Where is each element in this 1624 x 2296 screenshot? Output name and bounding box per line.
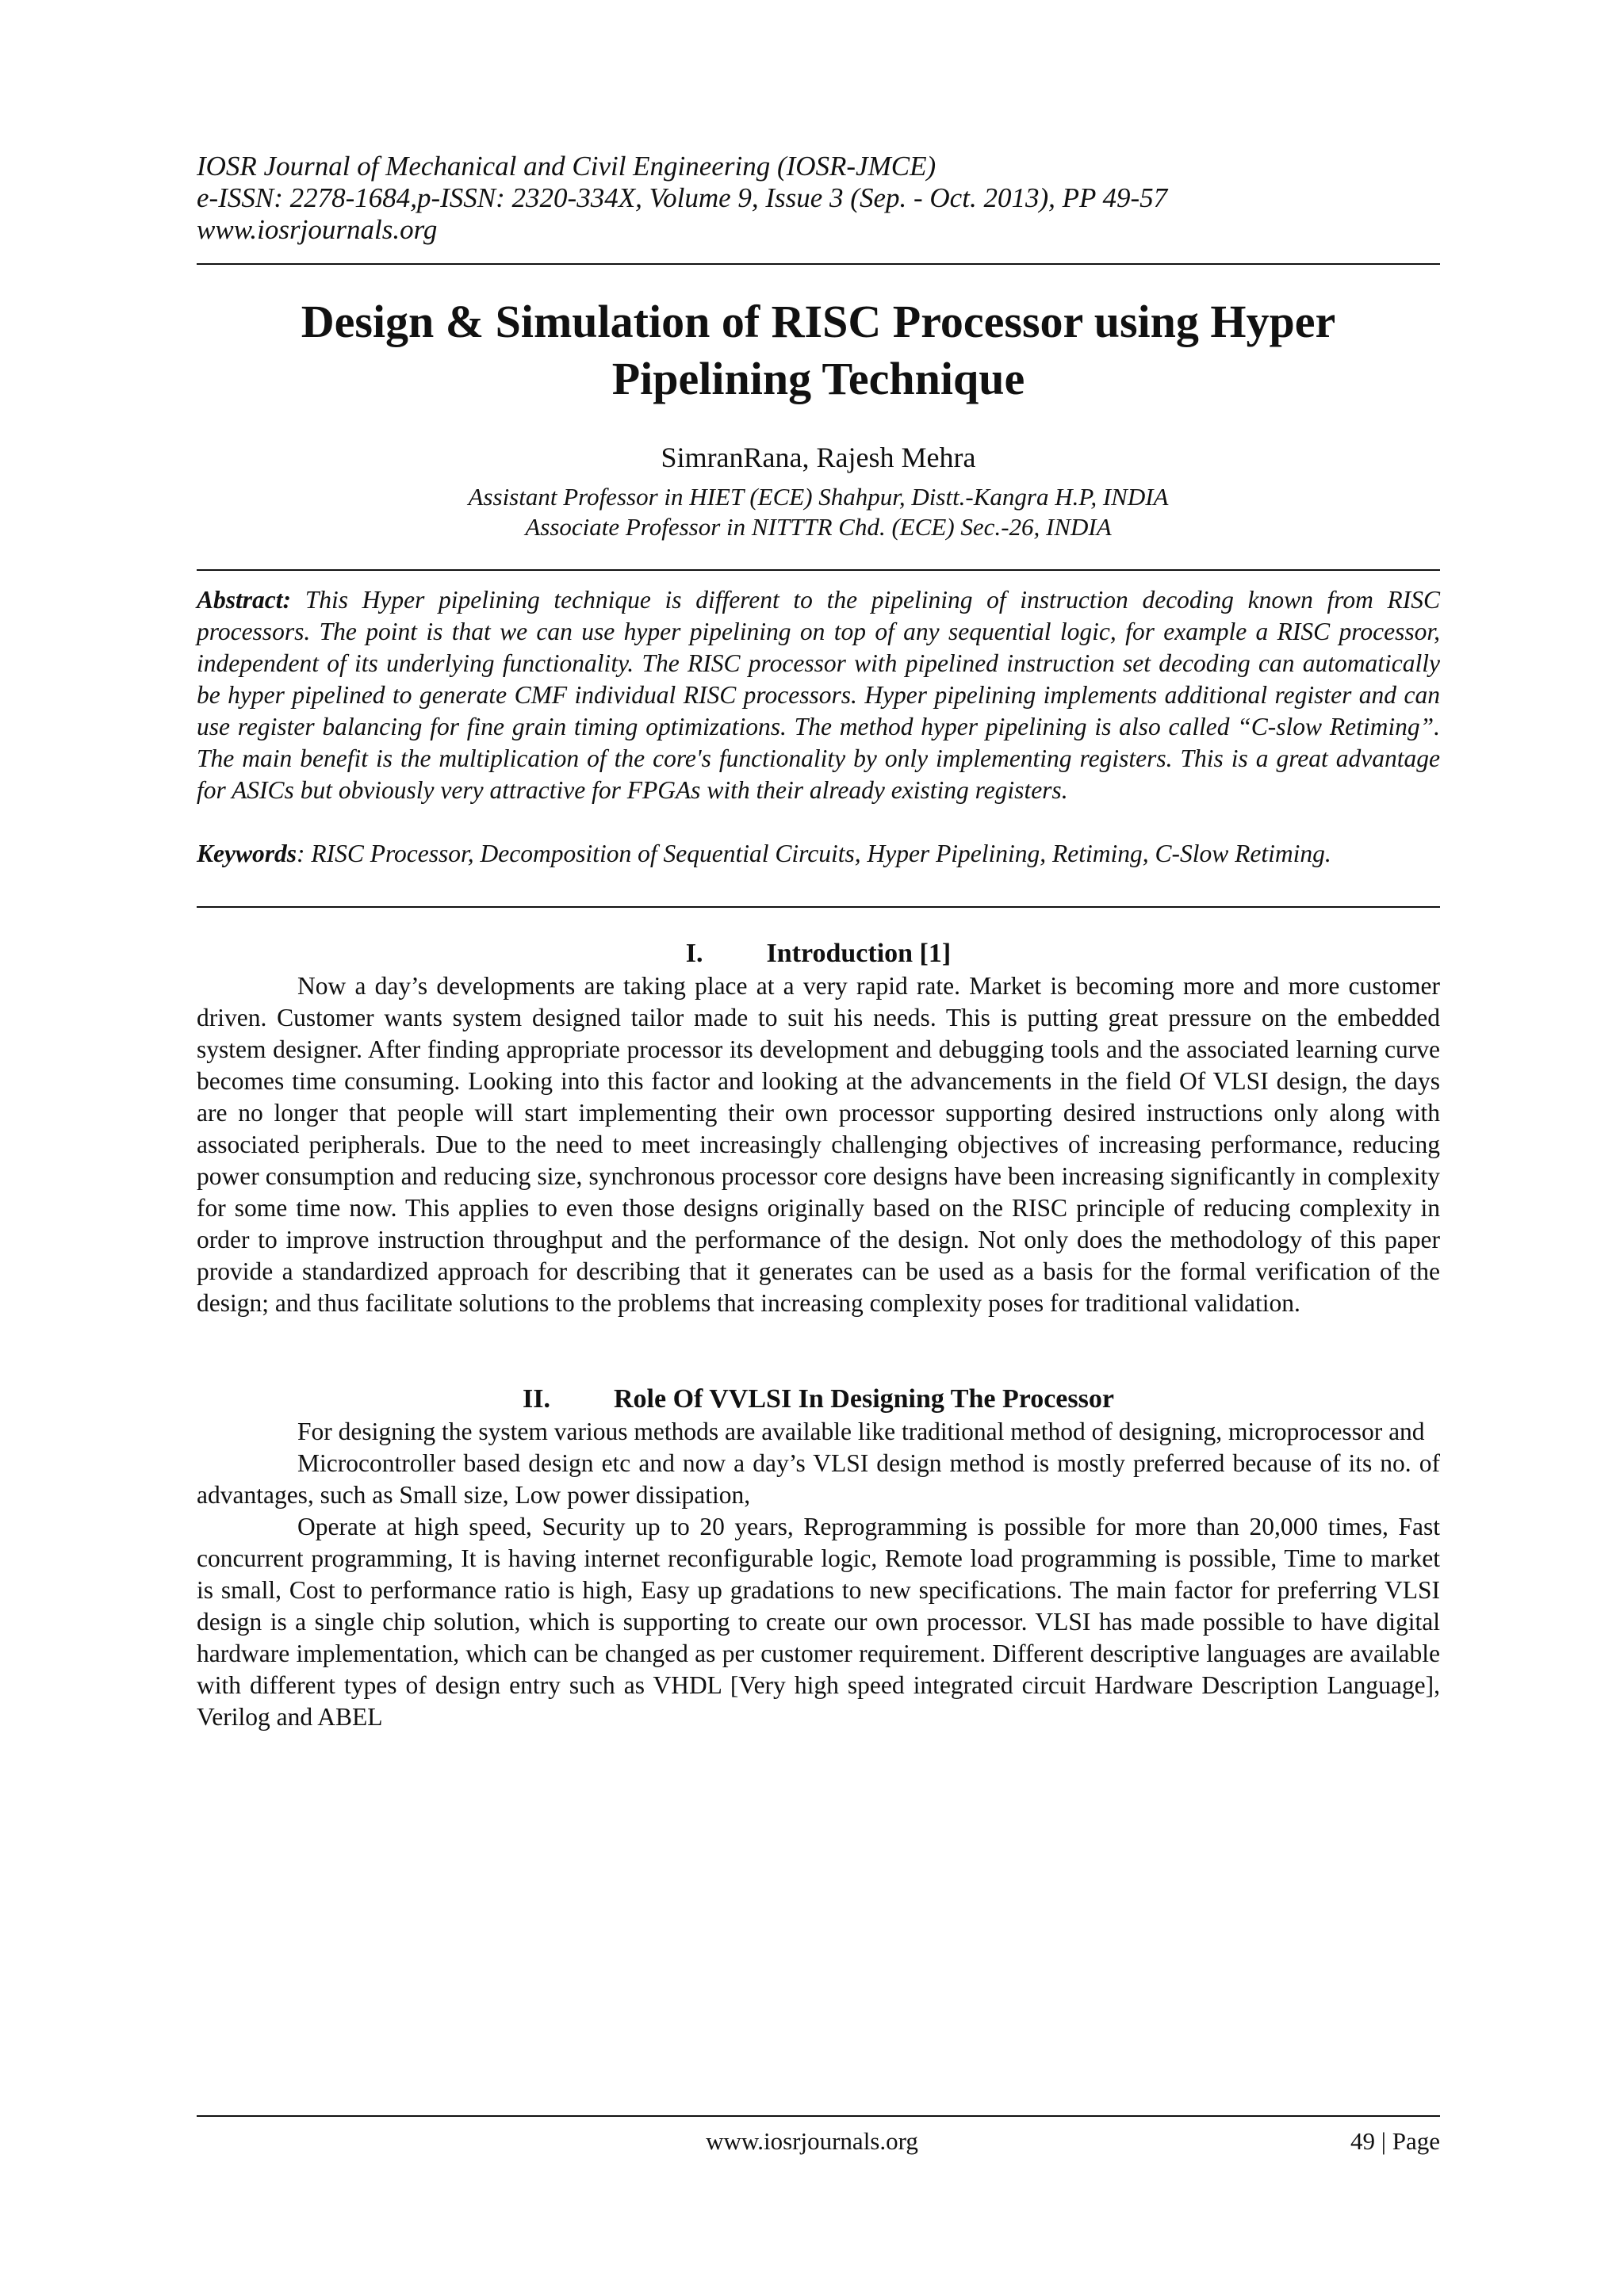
- section-1-paragraph: Now a day’s developments are taking place at a very rapid rate. Market is becoming more and more customer driven. Customer wants system designed tailor made to suit his needs. This is putting great pressure on the embedded system designer. After finding appropriate processor its development and debugging tools and the associated learning curve becomes time consuming. Looking into this factor and looking at the advancements in the field Of VLSI design, the days are no longer that people will start implementing their own processor supporting desired instructions only along with associated peripherals. Due to the need to meet increasingly challenging objectives of increasing performance, reducing power consumption and reducing size, synchronous processor core designs have been increasing significantly in complexity for some time now. This applies to even those designs originally based on the RISC principle of reducing complexity in order to improve instruction throughput and the performance of the design. Not only does the methodology of this paper provide a standardized approach for describing that it generates can be used as a basis for the formal verification of the design; and thus facilitate solutions to the problems that increasing complexity poses for traditional validation.: [197, 972, 1440, 1317]
- page-number: 49 | Page: [1350, 2127, 1440, 2155]
- section-2-paragraph-1: For designing the system various methods are available like traditional method of designing, microprocessor and: [297, 1418, 1425, 1445]
- journal-website[interactable]: www.iosrjournals.org: [197, 214, 438, 245]
- abstract-text: This Hyper pipelining technique is different to the pipelining of instruction decoding known from RISC processors. The point is that we can use hyper pipelining on top of any sequential logic, for example a RISC processor, independent of its underlying functionality. The RISC processor with pipelined instruction set decoding can automatically be hyper pipelined to generate CMF individual RISC processors. Hyper pipelining implements additional register and can use register balancing for fine grain timing optimizations. The method hyper pipelining is also called “C-slow Retiming”. The main benefit is the multiplication of the core's functionality by only implementing registers. This is a great advantage for ASICs but obviously very attractive for FPGAs with their already existing registers.: [197, 586, 1440, 804]
- section-2-body: [197, 1416, 1440, 1733]
- authors: SimranRana, Rajesh Mehra: [661, 442, 976, 473]
- section-2-heading: [197, 1383, 1440, 1416]
- keywords-text: : RISC Processor, Decomposition of Sequential Circuits, Hyper Pipelining, Retiming, C-Slow Retiming.: [297, 840, 1331, 867]
- abstract: [197, 584, 1440, 806]
- header-rule: [197, 263, 1440, 265]
- title-line-1: Design & Simulation of RISC Processor using Hyper: [301, 296, 1336, 347]
- footer-website[interactable]: www.iosrjournals.org: [706, 2127, 918, 2155]
- affiliations: [197, 482, 1440, 542]
- affiliation-2: Associate Professor in NITTTR Chd. (ECE) Sec.-26, INDIA: [525, 513, 1112, 541]
- section-2-number: II.: [523, 1384, 550, 1414]
- footer-rule: [197, 2115, 1440, 2117]
- section-1-heading: [197, 937, 1440, 970]
- issn-line: e-ISSN: 2278-1684,p-ISSN: 2320-334X, Volume 9, Issue 3 (Sep. - Oct. 2013), PP 49-57: [197, 182, 1168, 213]
- section-2-paragraph-2: Microcontroller based design etc and now a day’s VLSI design method is mostly preferred because of its no. of advantages, such as Small size, Low power dissipation,: [197, 1449, 1440, 1509]
- journal-header: [197, 151, 1440, 246]
- keywords-label: Keywords: [197, 840, 297, 867]
- abstract-top-rule: [197, 569, 1440, 571]
- section-2-paragraph-3: Operate at high speed, Security up to 20 years, Reprogramming is possible for more than 20,000 times, Fast concurrent programming, It is having internet reconfigurable logic, Remote load programming is possible, Time to market is small, Cost to performance ratio is high, Easy up gradations to new specifications. The main factor for preferring VLSI design is a single chip solution, which is supporting to create our own processor. VLSI has made possible to have digital hardware implementation, which can be changed as per customer requirement. Different descriptive languages are available with different types of design entry such as VHDL [Very high speed integrated circuit Hardware Description Language], Verilog and ABEL: [197, 1513, 1440, 1731]
- abstract-label: Abstract:: [197, 586, 292, 614]
- section-1-body: [197, 970, 1440, 1319]
- section-1-title: Introduction [1]: [766, 939, 952, 968]
- journal-name: IOSR Journal of Mechanical and Civil Engineering (IOSR-JMCE): [197, 151, 936, 182]
- section-1-number: I.: [685, 939, 703, 968]
- section-2-title: Role Of VVLSI In Designing The Processor: [614, 1384, 1114, 1414]
- affiliation-1: Assistant Professor in HIET (ECE) Shahpur, Distt.-Kangra H.P, INDIA: [468, 483, 1169, 511]
- keywords: [197, 838, 1440, 870]
- abstract-bottom-rule: [197, 906, 1440, 908]
- title-line-2: Pipelining Technique: [611, 353, 1025, 404]
- paper-title: [197, 293, 1440, 408]
